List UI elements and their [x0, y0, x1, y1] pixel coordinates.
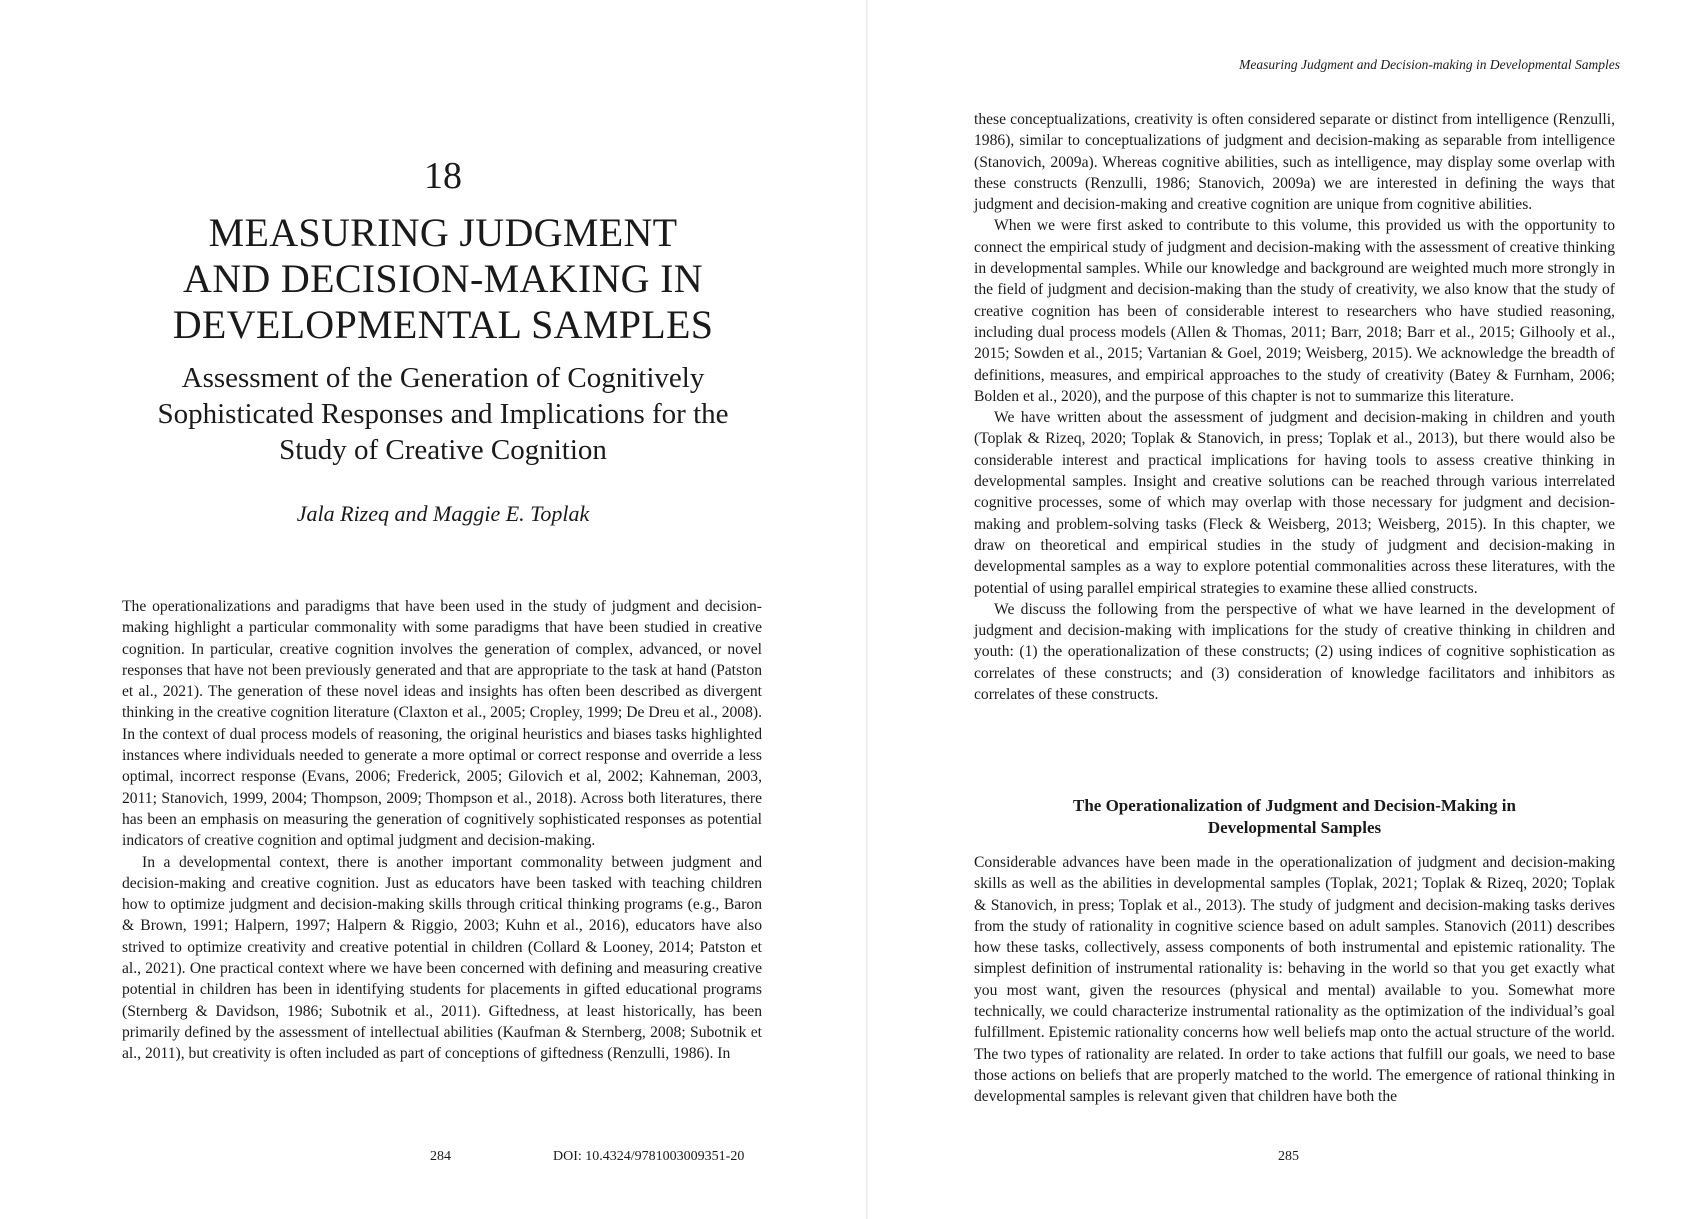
- chapter-title-line: MEASURING JUDGMENT: [208, 210, 678, 255]
- right-page: [868, 0, 1701, 1219]
- running-head: Measuring Judgment and Decision-making in Developmental Samples: [1239, 57, 1620, 72]
- paragraph: We discuss the following from the perspective of what we have learned in the development of judgment and decision-making with implications for the study of creative thinking in children and youth: (1) the operationalization of these constructs; (2) using indices of cognitive sophistication as correlates of these constructs; and (3) consideration of knowledge facilitators and inhibitors as correlates of these constructs.: [974, 600, 1615, 704]
- paragraph: The operationalizations and paradigms that have been used in the study of judgment and decision-making highlight a particular commonality with some paradigms that have been studied in creative cognition. In particular, creative cognition involves the generation of complex, advanced, or novel responses that have not been previously generated and that are appropriate to the task at hand (Patston et al., 2021). The generation of these novel ideas and insights has often been described as divergent thinking in the creative cognition literature (Claxton et al., 2005; Cropley, 1999; De Dreu et al., 2008). In the context of dual process models of reasoning, the original heuristics and biases tasks highlighted instances where individuals needed to generate a more optimal or correct response and override a less optimal, incorrect response (Evans, 2006; Frederick, 2005; Gilovich et al, 2002; Kahneman, 2003, 2011; Stanovich, 1999, 2004; Thompson, 2009; Thompson et al., 2018). Across both literatures, there has been an emphasis on measuring the generation of cognitively sophisticated responses as potential indicators of creative cognition and optimal judgment and decision-making.: [122, 598, 762, 850]
- section-body-text: [974, 852, 1615, 1108]
- paragraph: When we were first asked to contribute to this volume, this provided us with the opportunity to connect the empirical study of judgment and decision-making with the assessment of creative thinking in developmental samples. While our knowledge and background are weighted much more strongly in the field of judgment and decision-making than the study of creativity, we also know that the study of creative cognition has been of considerable interest to researchers who have studied reasoning, including dual process models (Allen & Thomas, 2011; Barr, 2018; Barr et al., 2015; Gilhooly et al., 2015; Sowden et al., 2015; Vartanian & Goel, 2019; Weisberg, 2015). We acknowledge the breadth of definitions, measures, and empirical approaches to the study of creativity (Batey & Furnham, 2006; Bolden et al., 2020), and the purpose of this chapter is not to summarize this literature.: [974, 217, 1615, 405]
- paragraph: Considerable advances have been made in the operationalization of judgment and decision-making skills as well as the abilities in developmental samples (Toplak, 2021; Toplak & Rizeq, 2020; Toplak & Stanovich, in press; Toplak et al., 2013). The study of judgment and decision-making tasks derives from the study of rationality in cognitive science based on adult samples. Stanovich (2011) describes how these tasks, collectively, assess components of both instrumental and epistemic rationality. The simplest definition of instrumental rationality is: behaving in the world so that you get exactly what you most want, given the resources (physical and mental) available to you. Somewhat more technically, we could characterize instrumental rationality as the optimization of the individual’s goal fulfillment. Epistemic rationality concerns how well beliefs map onto the actual structure of the world. The two types of rationality are related. In order to take actions that fulfill our goals, we need to base those actions on beliefs that are properly matched to the world. The emergence of rational thinking in developmental samples is relevant given that children have both the: [974, 854, 1615, 1106]
- right-body-text: [974, 109, 1615, 705]
- section-heading: [994, 795, 1595, 839]
- page-number: 285: [1278, 1149, 1299, 1164]
- chapter-title-line: DEVELOPMENTAL SAMPLES: [172, 302, 714, 347]
- section-heading-line: The Operationalization of Judgment and Decision-Making in: [1073, 796, 1516, 815]
- chapter-authors: Jala Rizeq and Maggie E. Toplak: [296, 501, 590, 526]
- chapter-subtitle: [110, 360, 776, 468]
- chapter-title-line: AND DECISION-MAKING IN: [183, 256, 703, 301]
- paragraph: In a developmental context, there is another important commonality between judgment and decision-making and creative cognition. Just as educators have been tasked with teaching children how to optimize judgment and decision-making skills through critical thinking programs (e.g., Baron & Brown, 1991; Halpern, 1997; Halpern & Riggio, 2003; Kuhn et al., 2016), educators have also strived to optimize creativity and creative potential in children (Collard & Looney, 2014; Patston et al., 2021). One practical context where we have been concerned with defining and measuring creative potential in children has been in identifying students for placements in gifted educational programs (Sternberg & Davidson, 1986; Subotnik et al., 2011). Giftedness, at least historically, has been primarily defined by the assessment of intellectual abilities (Kaufman & Sternberg, 2008; Subotnik et al., 2011), but creativity is often included as part of conceptions of giftedness (Renzulli, 1986). In: [122, 853, 762, 1063]
- paragraph: We have written about the assessment of judgment and decision-making in children and youth (Toplak & Rizeq, 2020; Toplak & Stanovich, in press; Toplak et al., 2013), but there would also be considerable interest and practical implications for having tools to assess creative thinking in developmental samples. Insight and creative solutions can be reached through various interrelated cognitive processes, some of which may overlap with those necessary for judgment and decision-making and problem-solving tasks (Fleck & Weisberg, 2013; Weisberg, 2015). In this chapter, we draw on theoretical and empirical studies in the study of judgment and decision-making in developmental samples as a way to explore potential commonalities across these literatures, with the potential of using parallel empirical strategies to examine these allied constructs.: [974, 409, 1615, 597]
- doi: DOI: 10.4324/9781003009351-20: [553, 1149, 745, 1164]
- chapter-title: [100, 210, 786, 348]
- chapter-subtitle-line: Sophisticated Responses and Implications for the: [157, 398, 729, 430]
- left-body-text: [122, 596, 762, 1065]
- chapter-number: 18: [424, 155, 462, 197]
- chapter-subtitle-line: Assessment of the Generation of Cognitively: [181, 362, 705, 394]
- paragraph: these conceptualizations, creativity is often considered separate or distinct from intelligence (Renzulli, 1986), similar to conceptualizations of judgment and decision-making as separable from intelligence (Stanovich, 2009a). Whereas cognitive abilities, such as intelligence, may display some overlap with these constructs (Renzulli, 1986; Stanovich, 2009a) we are interested in defining the ways that judgment and decision-making and creative cognition are unique from cognitive abilities.: [974, 111, 1615, 214]
- section-heading-line: Developmental Samples: [1207, 818, 1382, 837]
- chapter-subtitle-line: Study of Creative Cognition: [279, 434, 607, 466]
- page-number: 284: [430, 1149, 451, 1164]
